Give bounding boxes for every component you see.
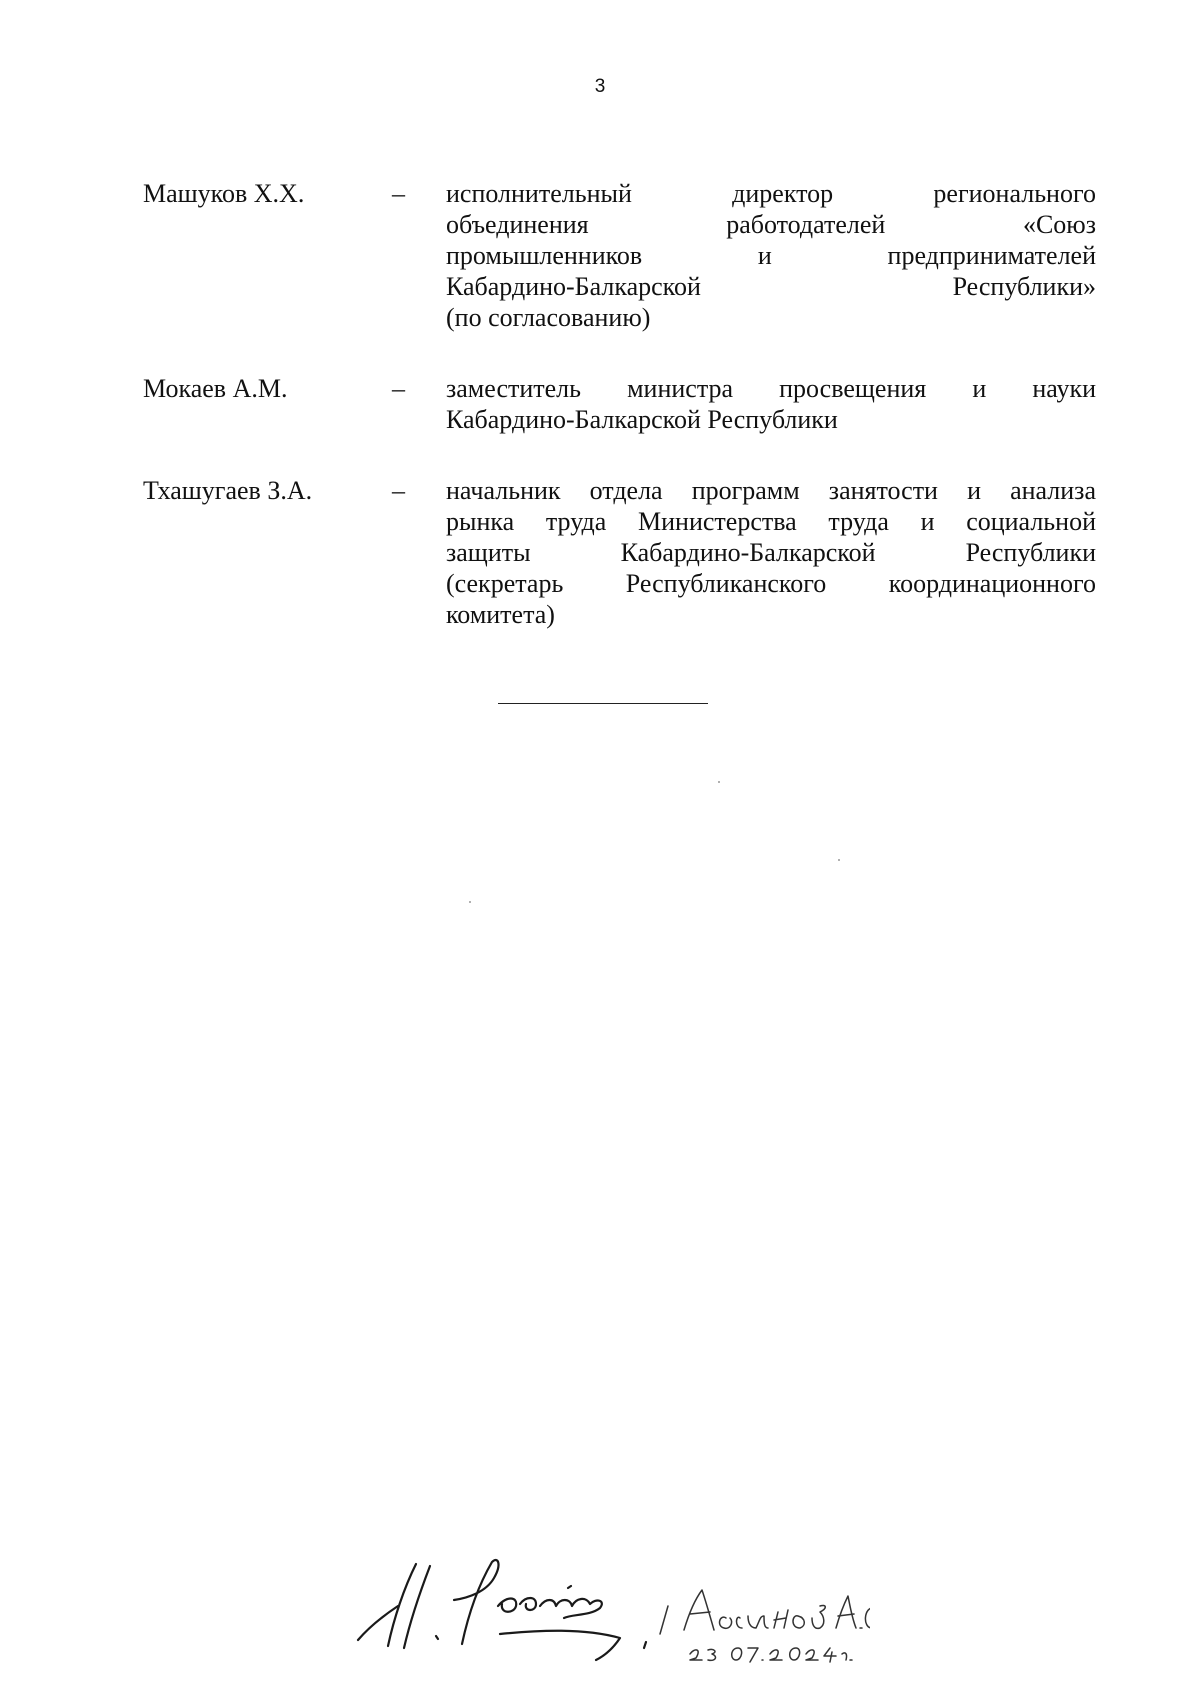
- annotation-date: [690, 1648, 852, 1662]
- signature-stroke: [454, 1560, 498, 1644]
- annotation-slash: [660, 1606, 668, 1634]
- member-name: Тхашугаев З.А.: [143, 476, 313, 505]
- signature-stroke: [498, 1599, 516, 1612]
- scan-speck: [718, 781, 720, 783]
- position-line: исполнительный директор регионального: [446, 179, 1096, 208]
- position-line: защиты Кабардино-Балкарской Республики: [446, 538, 1096, 567]
- signature-stroke: [404, 1566, 430, 1648]
- member-position: [446, 475, 1096, 630]
- signature-stroke: [644, 1642, 646, 1648]
- member-position: [446, 373, 1096, 435]
- signature-stroke: [540, 1599, 602, 1618]
- position-line: (секретарь Республиканского координационного: [446, 569, 1096, 598]
- position-line: начальник отдела программ занятости и анализа: [446, 476, 1096, 505]
- member-name: Машуков Х.Х.: [143, 179, 305, 208]
- signature-stroke: [358, 1606, 398, 1640]
- signature-stroke: [436, 1636, 438, 1639]
- member-dash: –: [392, 179, 405, 208]
- member-position: [446, 178, 1096, 333]
- scan-speck: [469, 901, 471, 903]
- member-name: Мокаев А.М.: [143, 374, 288, 403]
- position-line: рынка труда Министерства труда и социальной: [446, 507, 1096, 536]
- position-line: Кабардино-Балкарской Республики: [446, 405, 838, 434]
- position-line: объединения работодателей «Союз: [446, 210, 1096, 239]
- handwritten-signature: [350, 1548, 870, 1668]
- annotation-initials: [836, 1596, 870, 1628]
- member-dash: –: [392, 374, 405, 403]
- end-of-list-rule: [498, 703, 708, 704]
- position-line: (по согласованию): [446, 303, 651, 332]
- page-number: 3: [594, 76, 606, 97]
- annotation-name: [684, 1590, 825, 1630]
- signature-stroke: [500, 1631, 620, 1660]
- signature-stroke: [388, 1564, 416, 1646]
- position-line: Кабардино-Балкарской Республики»: [446, 272, 1096, 301]
- position-line: заместитель министра просвещения и науки: [446, 374, 1096, 403]
- position-line: комитета): [446, 600, 555, 629]
- signature-stroke: [520, 1598, 536, 1610]
- signature-stroke: [568, 1586, 571, 1588]
- scan-speck: [838, 859, 840, 861]
- position-line: промышленников и предпринимателей: [446, 241, 1096, 270]
- member-dash: –: [392, 476, 405, 505]
